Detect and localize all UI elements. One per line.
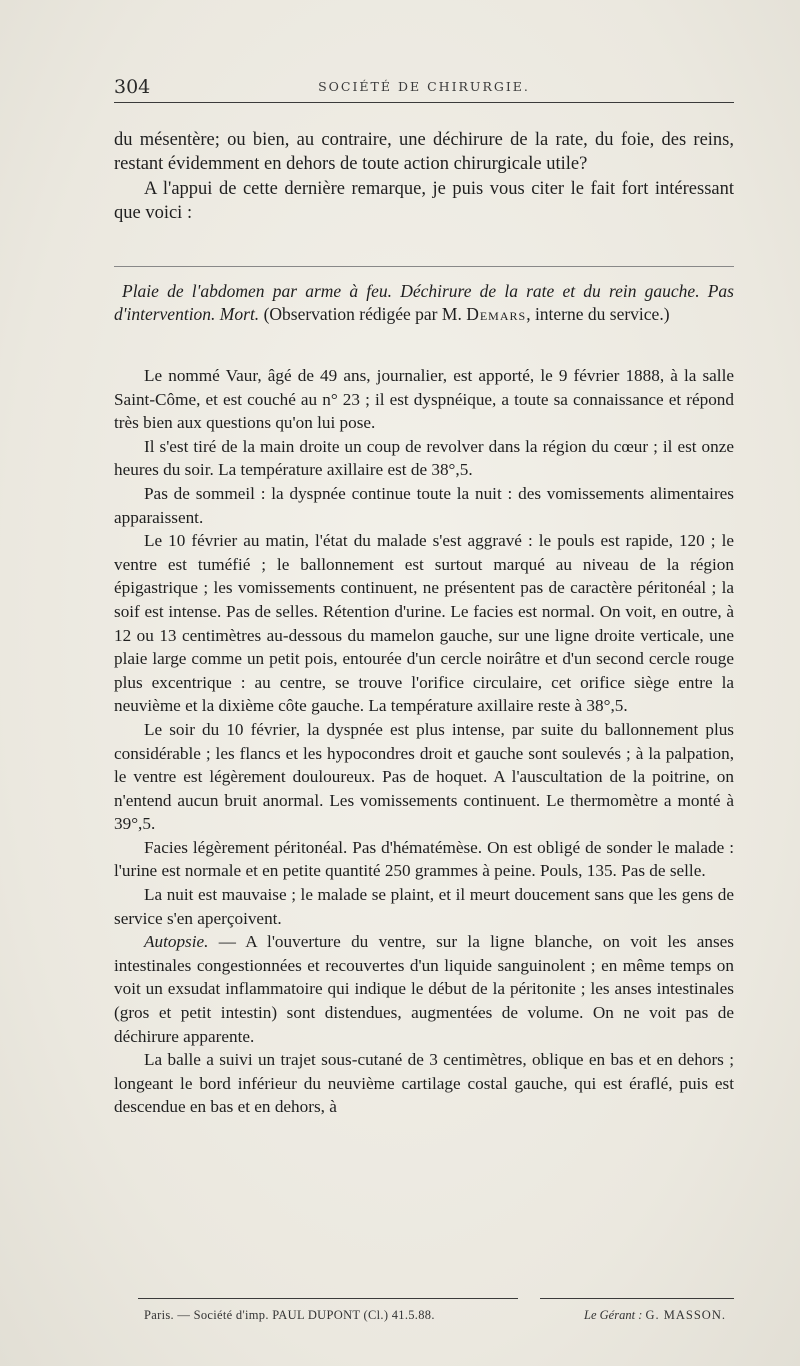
- report-paragraph: La balle a suivi un trajet sous-cutané de 3 centimètres, oblique en bas et en dehors ; longeant le bord inférieur du neuvième cartilage costal gauche, qui est éraflé, puis est descendue en bas et en dehors, à: [114, 1050, 734, 1117]
- observation-suffix: , interne du service.): [526, 304, 670, 325]
- footer-rule-left: [138, 1298, 518, 1299]
- observation-author: Demars: [466, 304, 527, 325]
- footer-rule-right: [540, 1298, 734, 1299]
- running-head: SOCIÉTÉ DE CHIRURGIE.: [318, 79, 530, 94]
- case-title: [114, 280, 734, 327]
- autopsy-text: — A l'ouverture du ventre, sur la ligne blanche, on voit les anses intestinales congestionnées et recouvertes d'un liquide sanguinolent ; en même temps on voit un exsudat inflammatoire qui indique le début de la péritonite ; les anses intestinales (gros et petit intestin) sont distendues, augmentées de volume. On ne voit pas de déchirure apparente.: [114, 932, 734, 1046]
- autopsy-label: Autopsie.: [144, 932, 209, 952]
- gerant-name: G. MASSON.: [645, 1308, 726, 1322]
- imprint-footer: [114, 1302, 734, 1332]
- report-paragraph: Le 10 février au matin, l'état du malade s'est aggravé : le pouls est rapide, 120 ; le ventre est tuméfié ; le ballonnement est surtout marqué au niveau de la région épigastrique ; les vomissements continuent, ne présentent pas de caractère péritonéal ; la soif est intense. Pas de selles. Rétention d'urine. Le facies est normal. On voit, en outre, à 12 ou 13 centimètres au-dessous du mamelon gauche, sur une ligne droite verticale, une plaie large comme un petit pois, entourée d'un cercle noirâtre et d'un second cercle rouge plus excentrique : au centre, se trouve l'orifice circulaire, cet orifice siège entre la neuvième et la dixième côte gauche. La température axillaire reste à 38°,5.: [114, 531, 734, 716]
- intro-paragraph-2: A l'appui de cette dernière remarque, je puis vous citer le fait fort intéressant que voici :: [114, 178, 734, 224]
- report-paragraph: Pas de sommeil : la dyspnée continue toute la nuit : des vomissements alimentaires apparaissent.: [114, 483, 734, 527]
- page-number: 304: [114, 76, 151, 98]
- intro-text: [114, 128, 734, 226]
- report-paragraph-autopsy: [114, 930, 734, 1048]
- section-rule: [114, 266, 734, 267]
- gerant-line: [584, 1308, 726, 1323]
- report-paragraph: Le soir du 10 février, la dyspnée est plus intense, par suite du ballonnement plus considérable ; les flancs et les hypocondres droit et gauche sont soulevés ; à la palpation, le ventre est légèrement douloureux. Pas de hoquet. A l'auscultation de la poitrine, on n'entend aucun bruit anormal. Les vomissements continuent. Le thermomètre a monté à 39°,5.: [114, 719, 734, 834]
- page-header: [114, 76, 734, 100]
- gerant-label: Le Gérant :: [584, 1308, 643, 1322]
- report-paragraph: Le nommé Vaur, âgé de 49 ans, journalier, est apporté, le 9 février 1888, à la salle Saint-Côme, et est couché au n° 23 ; il est dyspnéique, a toute sa connaissance et répond très bien aux questions qu'on lui pose.: [114, 366, 734, 433]
- case-title-italic: Plaie de l'abdomen par arme à feu. Déchirure de la rate et du rein gauche. Pas d'intervention. Mort.: [114, 281, 734, 325]
- printer-imprint: Paris. — Société d'imp. PAUL DUPONT (Cl.) 41.5.88.: [144, 1308, 435, 1322]
- report-paragraph: Il s'est tiré de la main droite un coup de revolver dans la région du cœur ; il est onze heures du soir. La température axillaire est de 38°,5.: [114, 436, 734, 480]
- report-paragraph: La nuit est mauvaise ; le malade se plaint, et il meurt doucement sans que les gens de service s'en aperçoivent.: [114, 885, 734, 928]
- intro-paragraph-1: du mésentère; ou bien, au contraire, une déchirure de la rate, du foie, des reins, restant évidemment en dehors de toute action chirurgicale utile?: [114, 130, 734, 175]
- header-rule: [114, 102, 734, 103]
- case-report: [114, 364, 734, 1119]
- report-paragraph: Facies légèrement péritonéal. Pas d'hématémèse. On est obligé de sonder le malade : l'urine est normale et en petite quantité 250 grammes à peine. Pouls, 135. Pas de selle.: [114, 837, 734, 881]
- observation-prefix: (Observation rédigée par M.: [263, 304, 462, 325]
